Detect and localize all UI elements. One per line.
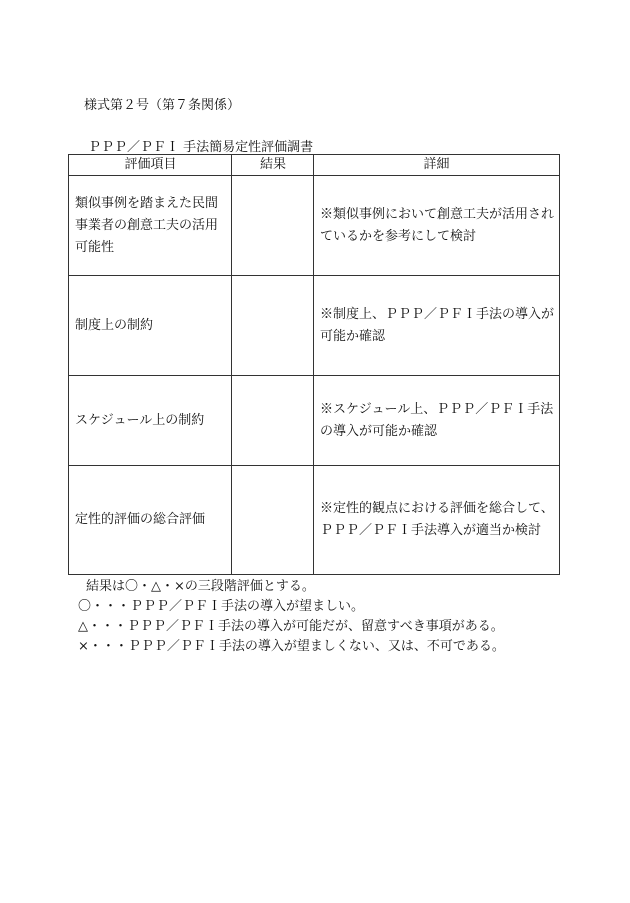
form-number-label: 様式第２号（第７条関係）	[84, 98, 241, 113]
row-detail-cell	[314, 276, 560, 375]
document-title: ＰＰＰ／ＰＦＩ 手法簡易定性評価調書	[88, 140, 314, 155]
row-detail-text: ※スケジュール上、ＰＰＰ／ＰＦＩ手法の導入が可能か確認	[320, 401, 554, 439]
row-item-cell	[69, 176, 232, 275]
notes-intro: 結果は〇・△・×の三段階評価とする。	[86, 579, 315, 594]
table-row	[69, 376, 559, 465]
row-detail-text: ※制度上、ＰＰＰ／ＰＦＩ手法の導入が可能か確認	[320, 306, 555, 344]
row-item-text: 定性的評価の総合評価	[75, 512, 206, 527]
note-triangle: △・・・ＰＰＰ／ＰＦＩ手法の導入が可能だが、留意すべき事項がある。	[78, 619, 504, 634]
header-result: 結果	[259, 157, 286, 172]
row-result-cell	[232, 466, 314, 574]
row-detail-cell	[314, 176, 560, 275]
row-detail-text: ※類似事例において創意工夫が活用されているかを参考にして検討	[320, 206, 555, 244]
row-item-cell	[69, 376, 232, 465]
row-item-text: 類似事例を踏まえた民間事業者の創意工夫の活用可能性	[75, 195, 219, 255]
header-evaluation-item: 評価項目	[124, 157, 177, 172]
row-result-cell	[232, 376, 314, 465]
note-circle: 〇・・・ＰＰＰ／ＰＦＩ手法の導入が望ましい。	[78, 599, 365, 614]
table-row	[69, 276, 559, 375]
row-item-cell	[69, 466, 232, 574]
row-detail-cell	[314, 466, 560, 574]
row-detail-cell	[314, 376, 560, 465]
row-result-cell	[232, 276, 314, 375]
evaluation-notes	[78, 577, 505, 657]
table-row	[69, 466, 559, 574]
note-cross: ×・・・ＰＰＰ／ＰＦＩ手法の導入が望ましくない、又は、不可である。	[78, 639, 505, 654]
row-item-text: 制度上の制約	[75, 317, 154, 333]
row-item-text: スケジュール上の制約	[75, 412, 205, 428]
evaluation-table	[68, 154, 560, 575]
row-result-cell	[232, 176, 314, 275]
header-detail: 詳細	[423, 157, 450, 172]
row-detail-text: ※定性的観点における評価を総合して、ＰＰＰ／ＰＦＩ手法導入が適当か検討	[320, 501, 554, 538]
row-item-cell	[69, 276, 232, 375]
table-row	[69, 176, 559, 275]
